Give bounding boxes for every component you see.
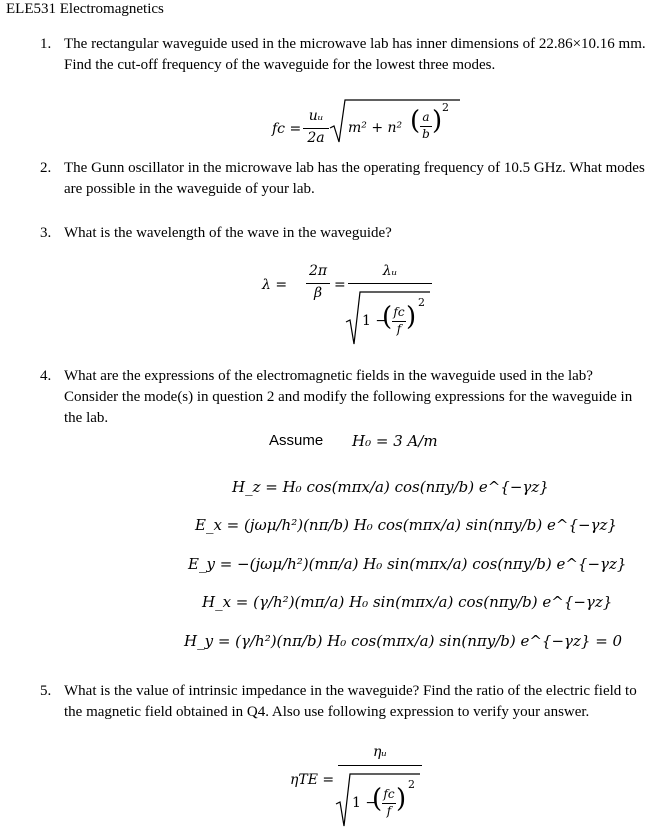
field-eq-ey: E_y = −(jωμ/h²)(mπ/a) H₀ sin(mπx/a) cos(nπy/b) e^{−γz} — [188, 555, 627, 573]
cutoff-radicand: m² + n² — [348, 120, 403, 136]
cutoff-den: 2a — [307, 130, 325, 146]
field-eq-ex: E_x = (jωμ/h²)(nπ/b) H₀ cos(mπx/a) sin(nπy/b) e^{−γz} — [195, 516, 617, 534]
field-eq-hz: H_z = H₀ cos(mπx/a) cos(nπy/b) e^{−γz} — [232, 478, 549, 496]
document-title: ELE531 Electromagnetics — [6, 1, 164, 17]
question-1 — [40, 34, 650, 76]
question-4: 4. What are the expressions of the electromagnetic fields in the waveguide used in the lab? Consider the mode(s) in question 2 and modify the following expressions for the waveguide in the lab. — [40, 368, 633, 426]
field-eq-hy: H_y = (γ/h²)(nπ/b) H₀ cos(mπx/a) sin(nπy/b) e^{−γz} = 0 — [184, 632, 623, 650]
cutoff-lhs: fc = — [272, 121, 302, 137]
field-eq-hx: H_x = (γ/h²)(mπ/a) H₀ sin(mπx/a) cos(nπy/b) e^{−γz} — [202, 593, 613, 611]
question-number: 1. — [40, 36, 52, 52]
question-text: The rectangular waveguide used in the microwave lab has inner dimensions of 22.86×10.16 mm. Find the cut-off frequency of the waveguide for the lowest three modes. — [64, 36, 646, 73]
question-3: 3. What is the wavelength of the wave in the waveguide? — [40, 225, 392, 241]
question-5: 5. What is the value of intrinsic impedance in the waveguide? Find the ratio of the electric field to the magnetic field obtained in Q4. Also use following expression to verify your answer. — [40, 683, 637, 720]
assume-label: Assume — [269, 432, 324, 449]
cutoff-num: uᵤ — [308, 108, 324, 124]
assume-expression: H₀ = 3 A/m — [352, 432, 438, 450]
question-2: 2. The Gunn oscillator in the microwave lab has the operating frequency of 10.5 GHz. What modes are possible in the waveguide of your lab. — [40, 160, 645, 197]
